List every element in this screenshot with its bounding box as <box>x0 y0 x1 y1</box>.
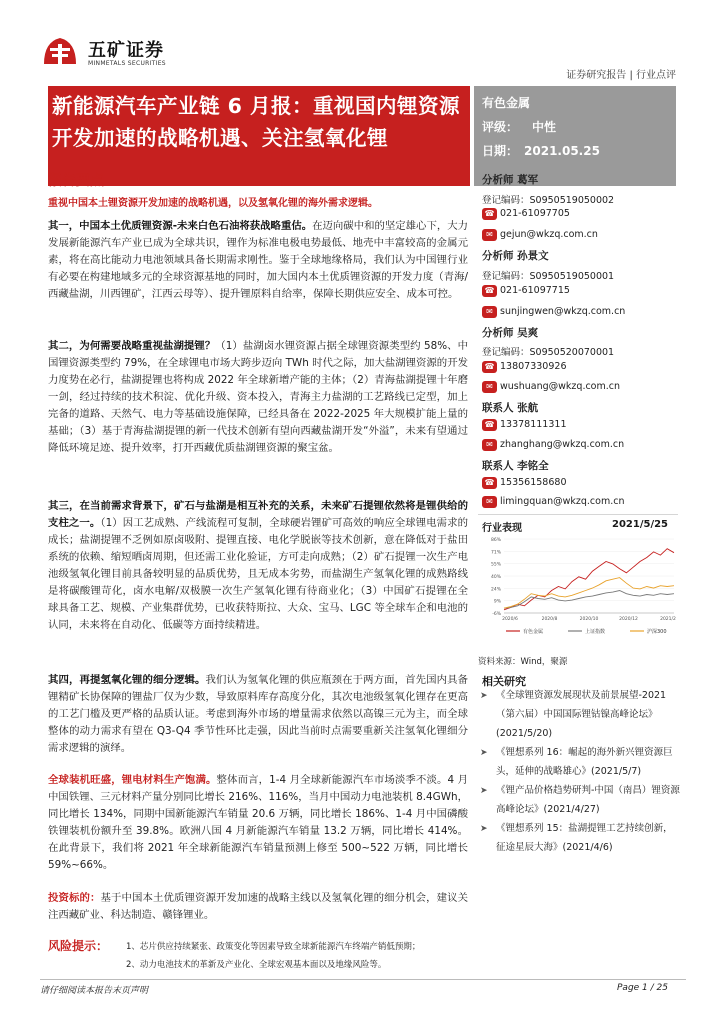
paragraph-5-lead: 全球装机旺盛，锂电材料生产饱满。 <box>48 774 217 786</box>
y-tick-label: 86% <box>490 538 501 543</box>
paragraph-4-lead: 其四，再提氢氧化锂的细分逻辑。 <box>48 674 206 686</box>
related-item[interactable]: 《锂产品价格趋势研判-中国（南昌）锂资源高峰论坛》(2021/4/27) <box>496 785 680 815</box>
logo-text: 五矿证券 <box>88 40 164 61</box>
rating-row <box>482 118 556 135</box>
y-tick-label: 9% <box>493 599 501 605</box>
y-tick-label: 40% <box>490 575 501 580</box>
bullet-icon: ➤ <box>480 786 488 796</box>
analyst-phone: 021-61097705 <box>500 208 570 219</box>
chart-date: 2021/5/25 <box>612 519 669 530</box>
x-tick-label: 2020/8 <box>541 617 558 622</box>
paragraph-2-lead: 其二，为何需要战略重视盐湖提锂？ <box>48 340 216 352</box>
industry-performance-chart <box>478 533 678 643</box>
risk-item: 2、动力电池技术的革新及产业化、全球宏观基本面以及地缘风险等。 <box>126 960 387 970</box>
paragraph-3: 其三，在当前需求背景下，矿石与盐湖是相互补充的关系，未来矿石提锂依然将是锂供给的支柱之一。（1）因工艺成熟、产线流程可复制，全球硬岩锂矿可高效的响应全球锂电需求的成长；盐湖提锂不乏例如原卤吸附、提锂直接、电化学脱嵌等技术创新，意在降低对于盐田系统的依赖、缩短晒卤周期，但还需工业化验证，方可走向成熟；（2）矿石提锂一次生产电池级氢氧化锂目前具备较明显的品质优势，且无成本劣势，而盐湖生产氢氧化锂的成熟路线是将碳酸锂苛化，卤水电解/双极膜一次生产氢氧化锂有待商业化；（3）中国矿石提锂在全球具备工艺、规模、产业集群优势，已收获特斯拉、大众、宝马、LGC 等全球车企和电池的认同，未来将在自动化、低碳等方面持续精进。 <box>48 500 468 631</box>
footer-divider <box>40 979 686 980</box>
logo-english-text: MINMETALS SECURITIES <box>88 60 166 67</box>
legend-label: 有色金属 <box>523 629 544 635</box>
series-line-2 <box>504 591 674 609</box>
divider <box>478 514 678 515</box>
analyst-name: 分析师 孙景文 <box>482 250 549 262</box>
related-heading: 相关研究 <box>482 675 526 688</box>
contact-email[interactable]: limingquan@wkzq.com.cn <box>500 496 625 507</box>
footer-disclaimer: 请仔细阅读本报告末页声明 <box>40 986 149 996</box>
x-tick-label: 2020/10 <box>579 617 599 622</box>
page-number: Page 1 / 25 <box>617 983 668 993</box>
company-logo <box>40 34 80 68</box>
risk-label: 风险提示： <box>48 939 109 953</box>
contact-name: 联系人 李铭全 <box>482 460 549 472</box>
analyst-email[interactable]: gejun@wkzq.com.cn <box>500 229 598 240</box>
risk-item: 1、芯片供应持续紧张、政策变化等因素导致全球新能源汽车终端产销低预期； <box>126 942 421 952</box>
analyst-email[interactable]: wushuang@wkzq.com.cn <box>500 381 621 392</box>
rating-label: 评级： <box>482 120 519 134</box>
contact-phone: 15356158680 <box>500 477 567 488</box>
phone-icon: ☎ <box>482 477 497 489</box>
analyst-name: 分析师 葛军 <box>482 174 539 186</box>
date-value: 2021.05.25 <box>524 144 600 158</box>
email-icon: ✉ <box>482 381 497 393</box>
y-tick-label: 71% <box>490 550 501 556</box>
bullet-icon: ➤ <box>480 748 488 758</box>
analyst-email[interactable]: sunjingwen@wkzq.com.cn <box>500 306 626 317</box>
date-label: 日期： <box>482 144 519 158</box>
report-type: 证券研究报告 | 行业点评 <box>566 70 676 81</box>
series-line-3 <box>504 578 674 609</box>
email-icon: ✉ <box>482 306 497 318</box>
rating-value: 中性 <box>532 120 557 134</box>
analyst-reg: 登记编码：S0950519050002 <box>482 195 615 206</box>
related-item[interactable]: 《锂想系列 15：盐湖提锂工艺持续创新，征途星辰大海》(2021/4/6) <box>496 823 673 853</box>
x-tick-label: 2020/12 <box>619 617 638 622</box>
bullet-icon: ➤ <box>480 691 488 701</box>
y-tick-label: 24% <box>490 587 501 593</box>
x-tick-label: 2020/6 <box>502 617 518 622</box>
contact-phone: 13378111311 <box>500 419 567 430</box>
date-row <box>482 142 600 159</box>
analyst-phone: 13807330926 <box>500 361 567 372</box>
phone-icon: ☎ <box>482 208 497 220</box>
paragraph-5: 全球装机旺盛，锂电材料生产饱满。整体而言，1-4 月全球新能源汽车市场淡季不淡。4 月中国铁锂、三元材料产量分别同比增长 216%、116%，当月中国动力电池装机 8.4GWh，同比增长 134%，同期中国新能源汽车销量 20.6 万辆，同比增长 186%、1-4 月中国磷酸铁锂装机份额升至 39.8%。欧洲八国 4 月新能源汽车销量 13.2 万辆，同比增长 414%。在此背景下，我们将 2021 年全球新能源汽车销量预测上修至 500~522 万辆，同比增长 59%~66%。 <box>48 774 469 871</box>
analyst-reg: 登记编码：S0950520070001 <box>482 347 615 358</box>
paragraph-6-lead: 投资标的： <box>48 892 101 904</box>
chart-source: 资料来源：Wind，聚源 <box>478 657 568 667</box>
contact-email[interactable]: zhanghang@wkzq.com.cn <box>500 439 625 450</box>
chart-title: 行业表现 <box>482 523 522 534</box>
legend-label: 沪深300 <box>647 629 667 635</box>
email-icon: ✉ <box>482 229 497 241</box>
analyst-name: 分析师 吴爽 <box>482 327 539 339</box>
industry-name: 有色金属 <box>482 96 531 110</box>
phone-icon: ☎ <box>482 285 497 297</box>
paragraph-1: 其一，中国本土优质锂资源-未来白色石油将获战略重估。在迈向碳中和的坚定雄心下，大力发展新能源汽车产业已成为全球共识，锂作为标准电极电势最低、地壳中丰富较高的金属元素，将在高比能动力电池领域具备长期需求刚性。鉴于全球地缘格局，我们认为中国锂行业有必要在构建地域多元的全球资源基地的同时，加大国内本土优质锂资源的开发力度（青海/西藏盐湖，川西锂矿，江西云母等）、提升锂原料自给率，保障长期供应安全、成本可控。 <box>48 220 469 300</box>
paragraph-1-lead: 其一，中国本土优质锂资源-未来白色石油将获战略重估。 <box>48 220 313 232</box>
analyst-reg: 登记编码：S0950519050001 <box>482 271 615 282</box>
phone-icon: ☎ <box>482 419 497 431</box>
x-tick-label: 2021/2 <box>660 617 676 622</box>
phone-icon: ☎ <box>482 361 497 373</box>
paragraph-4: 其四，再提氢氧化锂的细分逻辑。我们认为氢氧化锂的供应瓶颈在于两方面，首先国内具备锂精矿长协保障的锂盐厂仅为少数，导致原料库存高度分化，其次电池级氢氧化锂存在更高的工艺门槛及更严格的品质认证。考虑到海外市场的增量需求依然以高镍三元为主，而全球整体的动力需求有望在 Q3-Q4 季节性环比走强，因此当前时点需要重新关注氢氧化锂细分需求逻辑的演绎。 <box>48 674 469 754</box>
contact-name: 联系人 张航 <box>482 402 539 414</box>
bullet-icon: ➤ <box>480 824 488 834</box>
paragraph-2: 其二，为何需要战略重视盐湖提锂？（1）盐湖卤水锂资源占据全球锂资源类型约 58%、中国锂资源类型约 79%，在全球锂电市场大跨步迈向 TWh 时代之际，加大盐湖锂资源的开发力度势在必行，盐湖提锂也将构成 2022 年全球新增产能的主体；（2）青海盐湖提锂十年磨一剑，经过持续的技术积淀、优化升级、资本投入，青海主力盐湖的工艺路线已定型，加上完备的道路、天然气、电力等基础设施保障，已经具备在 2022-2025 年大规模扩能上量的基础；（3）基于青海盐湖提锂的新一代技术创新有望向西藏盐湖开发“外溢”，未来有望通过降低环境足迹、提升效率，打开西藏优质盐湖锂资源的聚宝盆。 <box>48 340 468 454</box>
report-title: 新能源汽车产业链 6 月报：重视国内锂资源开发加速的战略机遇、关注氢氧化锂 <box>52 94 461 150</box>
analyst-phone: 021-61097715 <box>500 285 570 296</box>
email-icon: ✉ <box>482 496 497 508</box>
paragraph-6: 投资标的：基于中国本土优质锂资源开发加速的战略主线以及氢氧化锂的细分机会，建议关注西藏矿业、科达制造、赣锋锂业。 <box>48 892 468 921</box>
paragraph-3-lead: 其三，在当前需求背景下，矿石与盐湖是相互补充的关系，未来矿石提锂依然将是锂供给的支柱之一。 <box>48 500 468 529</box>
email-icon: ✉ <box>482 439 497 451</box>
related-item[interactable]: 《锂想系列 16：崛起的海外新兴锂资源巨头，延伸的战略雄心》(2021/5/7) <box>496 747 673 777</box>
related-item[interactable]: 《全球锂资源发展现状及前景展望-2021（第六届）中国国际锂钴镍高峰论坛》(2021/5/20) <box>496 690 667 739</box>
legend-label: 上证指数 <box>585 629 606 635</box>
y-tick-label: -6% <box>492 612 501 617</box>
y-tick-label: 55% <box>490 562 501 568</box>
summary-subtitle: 重视中国本土锂资源开发加速的战略机遇，以及氢氧化锂的海外需求逻辑。 <box>48 198 378 209</box>
summary-heading: 报告要点 <box>48 173 104 189</box>
